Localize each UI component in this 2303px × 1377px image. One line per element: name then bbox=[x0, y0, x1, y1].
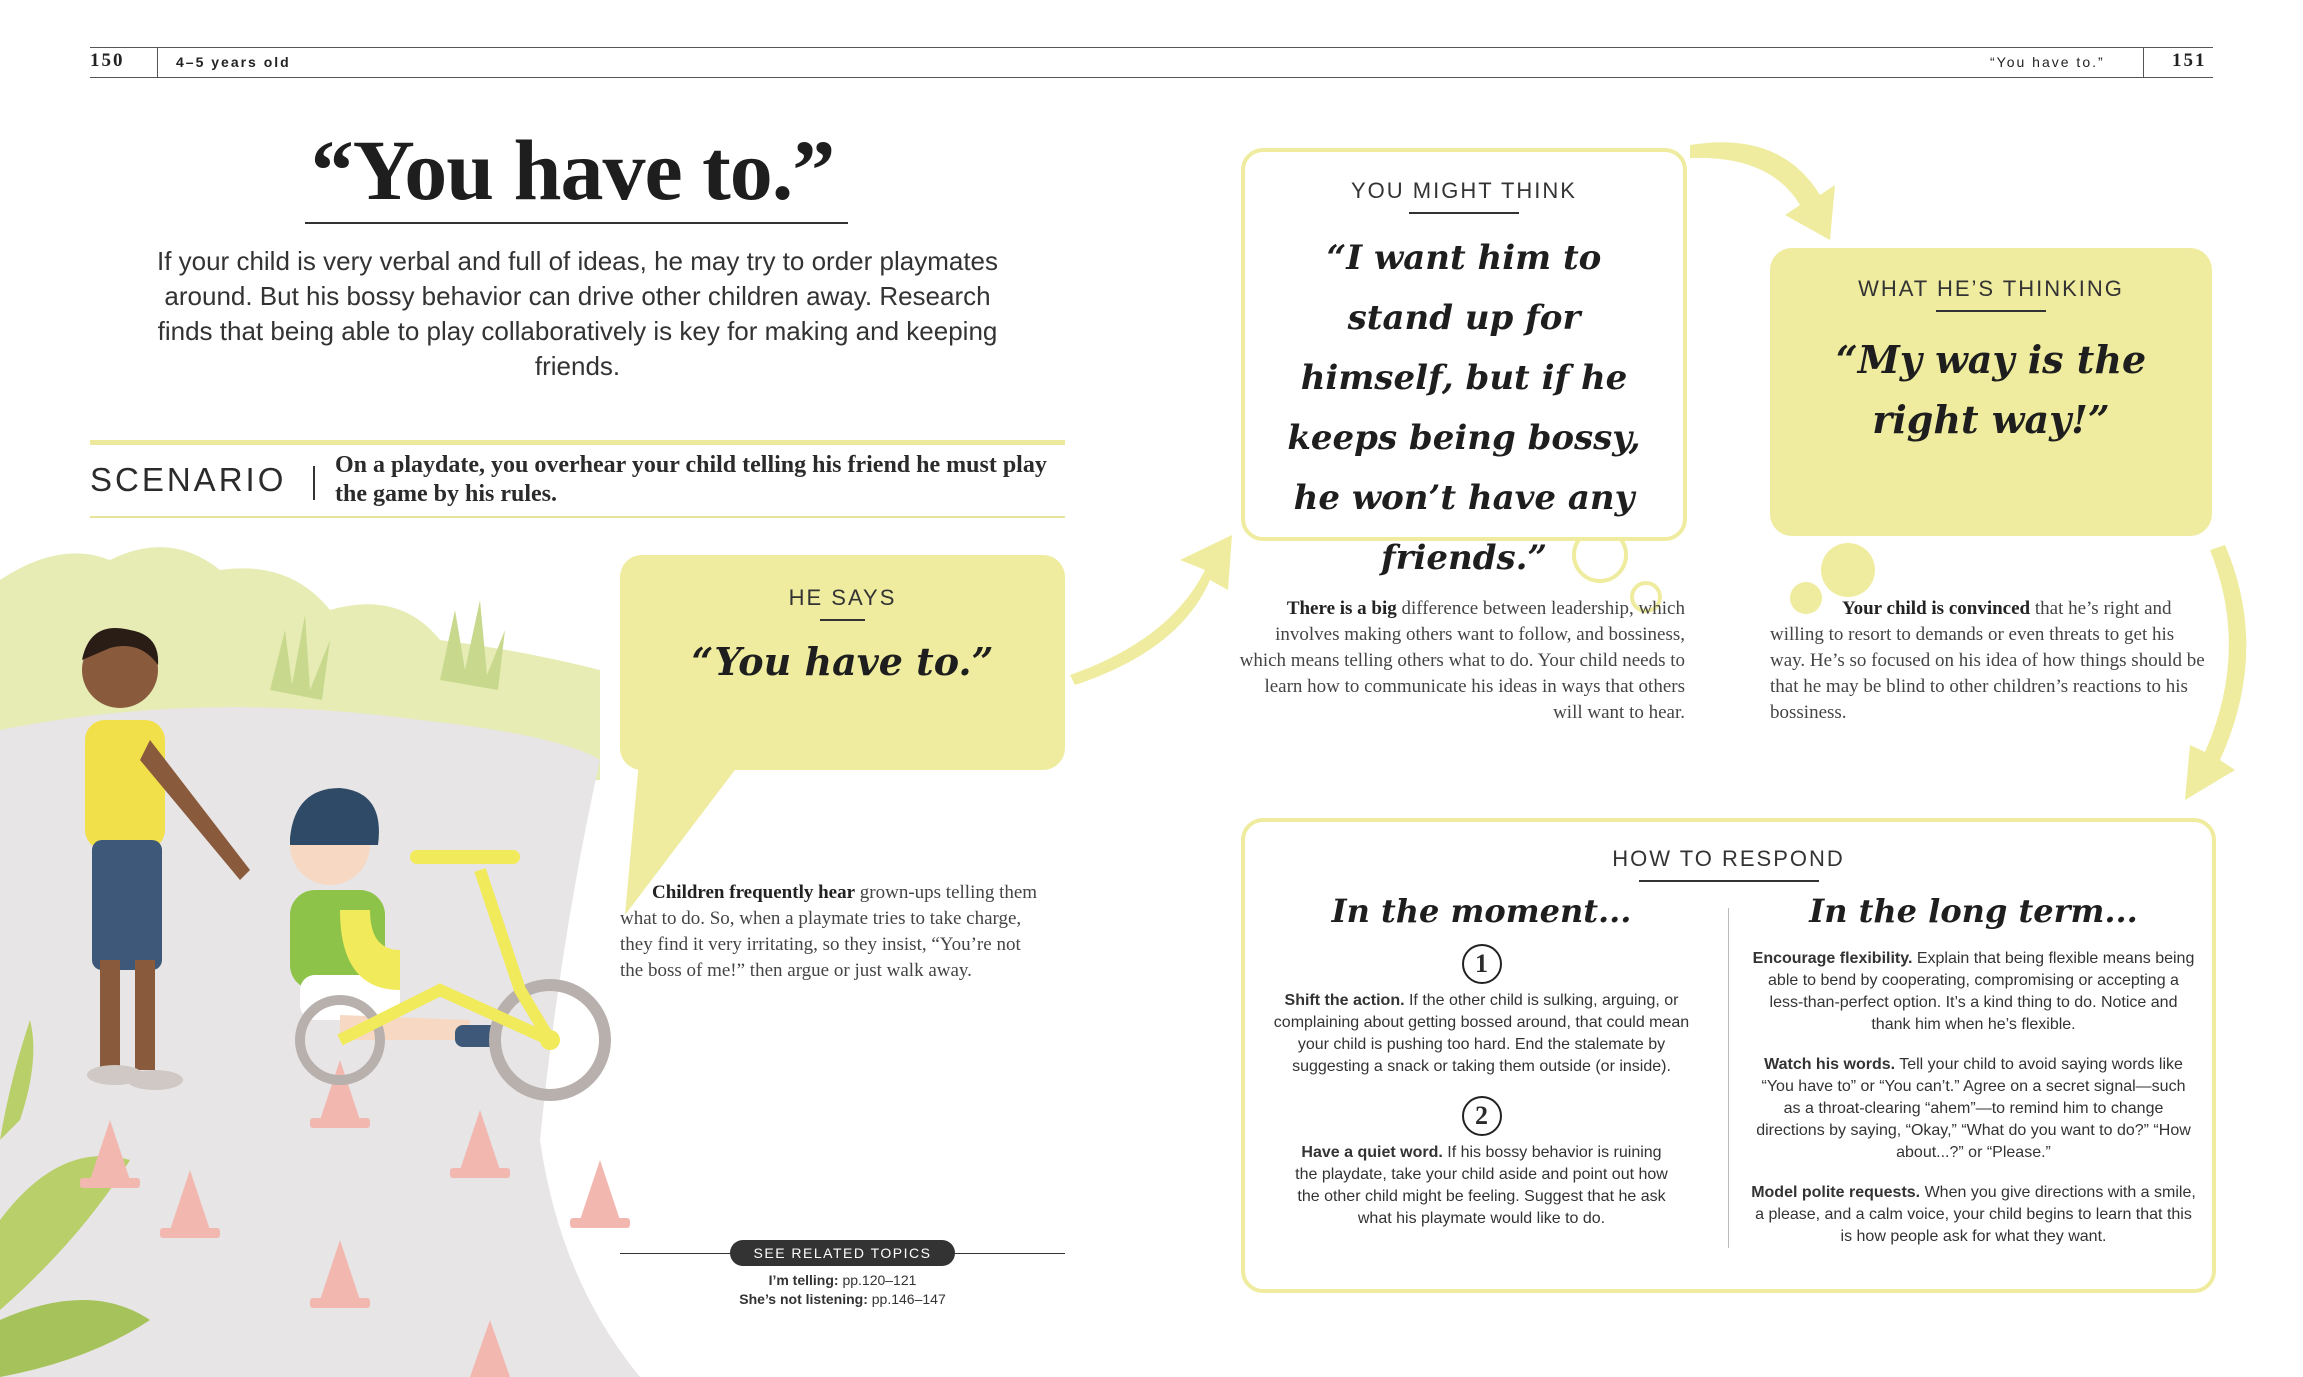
column-divider bbox=[1728, 908, 1729, 1248]
arrow-think-to-thinking bbox=[1690, 142, 1835, 240]
what-hes-thinking-caption-rule bbox=[1936, 310, 2046, 312]
he-says-quote: “You have to.” bbox=[691, 639, 994, 684]
in-the-moment-column bbox=[1259, 892, 1704, 1230]
how-to-respond-caption-rule bbox=[1639, 880, 1819, 882]
he-says-body-lead: Children frequently hear bbox=[652, 882, 856, 903]
scenario-label: SCENARIO bbox=[90, 461, 287, 498]
thought-bubble bbox=[1821, 543, 1875, 597]
you-might-think-quote: “I want him to stand up for himself, but if he keeps being bossy, he won’t have any friends.” bbox=[1287, 238, 1641, 578]
in-the-long-term-heading: In the long term... bbox=[1809, 892, 2138, 930]
step-text: Shift the action. If the other child is sulking, arguing, or complaining about getting bossed around, that could mean your child is pushing too hard. End the stalemate by suggesting a snack or taking them outside (or inside). bbox=[1273, 992, 1690, 1075]
long-term-item: Model polite requests. When you give directions with a smile, a please, and a calm voice, your child begins to learn that this is how people ask for what they want. bbox=[1751, 1184, 2196, 1245]
page-title: “You have to.” bbox=[310, 122, 835, 218]
left-page-number: 150 bbox=[90, 50, 125, 71]
related-topic-item[interactable]: I’m telling: pp.120–121 bbox=[768, 1272, 917, 1288]
step-number-badge: 1 bbox=[1462, 944, 1502, 984]
in-the-long-term-column bbox=[1751, 892, 2196, 1248]
what-hes-thinking-body bbox=[1770, 596, 2210, 726]
you-might-think-body-text: difference between leadership, which involves making others want to follow, and bossiness, which means telling others what to do. Your child needs to learn how to communicate his ideas in ways that others will want to hear. bbox=[1239, 598, 1685, 723]
left-running-head: 4–5 years old bbox=[176, 54, 291, 70]
arrow-hesays-to-think bbox=[1070, 535, 1232, 685]
he-says-body-text: grown-ups telling them what to do. So, when a playmate tries to take charge, they find it very irritating, so they insist, “You’re not the boss of me!” then argue or just walk away. bbox=[620, 882, 1038, 981]
what-hes-thinking-body-lead: Your child is convinced bbox=[1842, 598, 2031, 619]
what-hes-thinking-body-text: that he’s right and willing to resort to demands or even threats to get his way. He’s so focused on his idea of how things should be that he may be blind to other children’s reactions to his bossiness. bbox=[1770, 598, 2205, 723]
how-to-respond-caption: HOW TO RESPOND bbox=[1612, 846, 1845, 871]
intro-paragraph: If your child is very verbal and full of ideas, he may try to order playmates around. But his bossy behavior can drive other children away. Research finds that being able to play collaboratively is key for making and keeping friends. bbox=[156, 246, 999, 381]
in-the-moment-heading: In the moment... bbox=[1331, 892, 1632, 930]
how-to-respond-box bbox=[1241, 818, 2216, 1293]
related-topic-item[interactable]: She’s not listening: pp.146–147 bbox=[739, 1291, 946, 1307]
related-topics-label: SEE RELATED TOPICS bbox=[730, 1240, 955, 1266]
step-text: Have a quiet word. If his bossy behavior is ruining the playdate, take your child aside and point out how the other child might be feeling. Suggest that he ask what his playmate would like to do. bbox=[1295, 1144, 1668, 1227]
what-hes-thinking-quote: “My way is the right way!” bbox=[1835, 337, 2147, 442]
he-says-caption: HE SAYS bbox=[788, 585, 897, 610]
scenario-text: On a playdate, you overhear your child telling his friend he must play the game by his rules. bbox=[335, 452, 1047, 507]
long-term-item: Watch his words. Tell your child to avoid saying words like “You have to” or “You can’t.” Agree on a secret signal—such as a throat-clearing “ahem”—to remind him to change directions by saying, “Okay,” “What do you want to do?” “How about...?” or “Please.” bbox=[1756, 1056, 2191, 1161]
you-might-think-caption: YOU MIGHT THINK bbox=[1351, 178, 1577, 203]
what-hes-thinking-caption: WHAT HE’S THINKING bbox=[1858, 276, 2124, 301]
you-might-think-caption-rule bbox=[1409, 212, 1519, 214]
you-might-think-body bbox=[1235, 596, 1685, 726]
right-running-head: “You have to.” bbox=[1990, 54, 2105, 70]
long-term-item: Encourage flexibility. Explain that being flexible means being able to bend by cooperating, compromising or accepting a less-than-perfect option. It’s a kind thing to do. Notice and thank him when he’s flexible. bbox=[1752, 950, 2195, 1033]
you-might-think-body-lead: There is a big bbox=[1286, 598, 1397, 619]
you-might-think-box bbox=[1241, 148, 1687, 578]
what-hes-thinking-box bbox=[1770, 248, 2212, 536]
step-number-badge: 2 bbox=[1462, 1096, 1502, 1136]
right-page-number: 151 bbox=[2172, 50, 2207, 71]
